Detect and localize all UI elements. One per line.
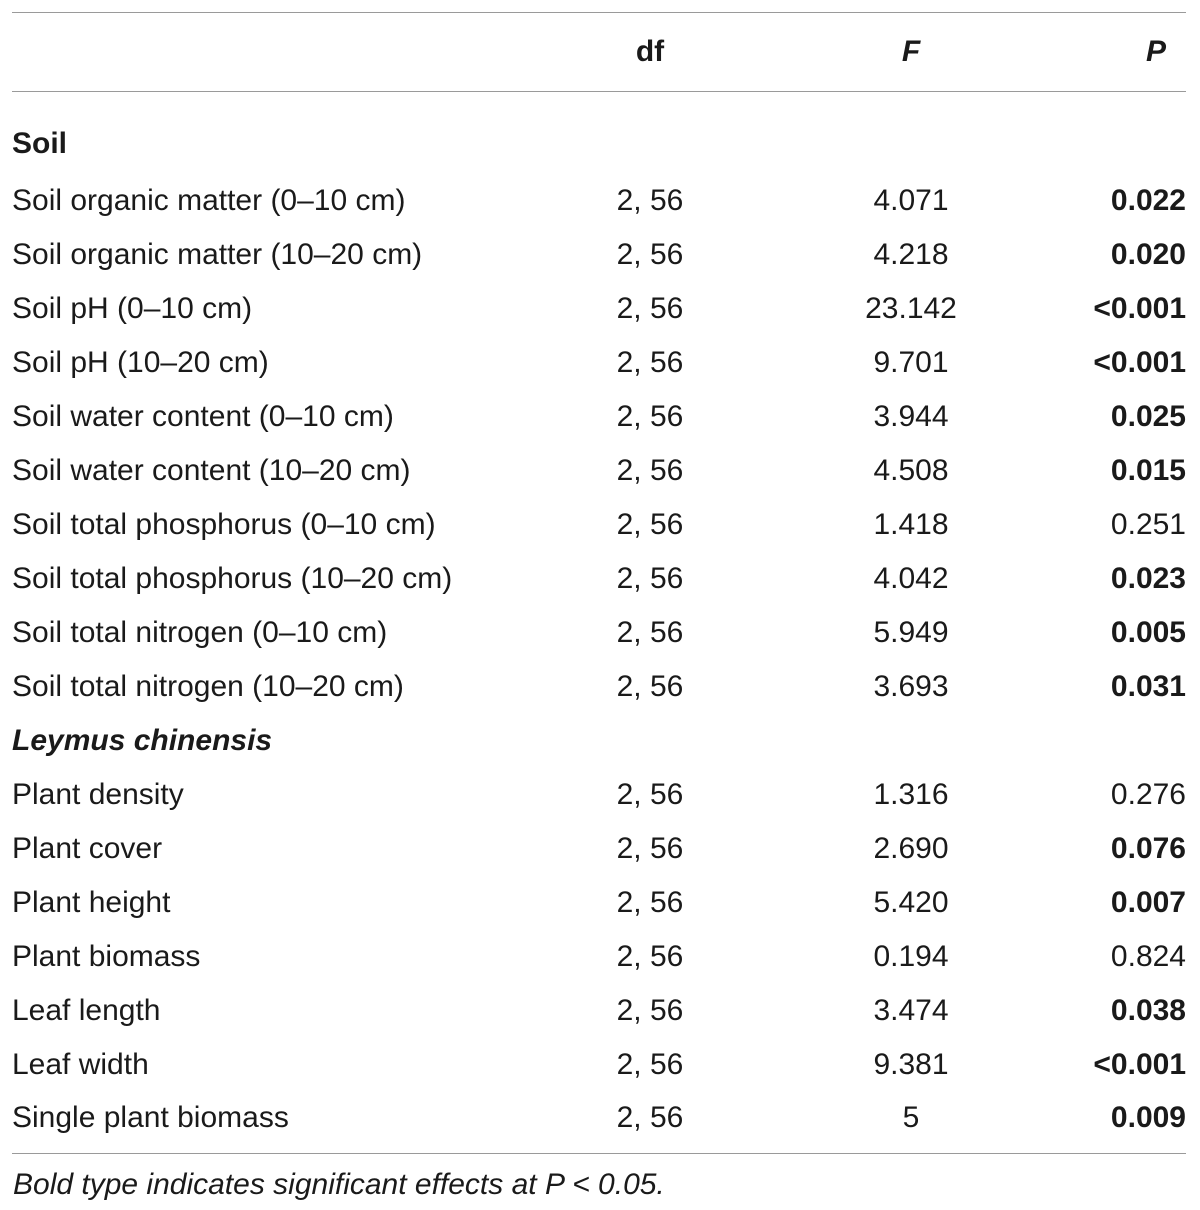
header-df: df <box>572 13 728 92</box>
table-row <box>12 336 1186 390</box>
cell-f-value: 9.701 <box>873 345 949 379</box>
cell-f-value: 1.418 <box>873 507 949 541</box>
cell-f <box>728 768 966 822</box>
cell-f <box>728 822 966 876</box>
cell-f-value: 2.690 <box>873 831 949 865</box>
cell-variable: Soil total nitrogen (0–10 cm) <box>12 615 388 649</box>
cell-f <box>728 444 966 498</box>
cell-f-value: 5 <box>902 1101 920 1135</box>
section-title: Leymus chinensis <box>12 723 273 757</box>
table-row <box>12 984 1186 1038</box>
cell-df: 2, 56 <box>616 1047 684 1081</box>
cell-f <box>728 498 966 552</box>
table-footer <box>12 1154 1186 1204</box>
cell-df: 2, 56 <box>616 345 684 379</box>
cell-p: 0.276 <box>1110 777 1186 811</box>
table-row <box>12 768 1186 822</box>
anova-table-container <box>12 12 1186 1203</box>
cell-p: 0.022 <box>1110 183 1186 217</box>
cell-p: <0.001 <box>1093 345 1186 379</box>
header-p <box>966 13 1186 92</box>
cell-variable: Soil organic matter (10–20 cm) <box>12 237 423 271</box>
cell-f <box>728 930 966 984</box>
cell-f-value: 23.142 <box>865 291 957 325</box>
table-row <box>12 660 1186 714</box>
cell-df: 2, 56 <box>616 183 684 217</box>
cell-p: 0.031 <box>1110 669 1186 703</box>
cell-df: 2, 56 <box>616 885 684 919</box>
cell-f-value: 4.042 <box>873 561 949 595</box>
table-row <box>12 606 1186 660</box>
cell-variable: Plant density <box>12 777 184 811</box>
cell-df: 2, 56 <box>616 507 684 541</box>
cell-f-value: 4.508 <box>873 453 949 487</box>
header-f-label: F <box>901 35 921 68</box>
table-row <box>12 1092 1186 1154</box>
cell-variable: Soil pH (10–20 cm) <box>12 345 269 379</box>
cell-f-value: 3.693 <box>873 669 949 703</box>
cell-f-value: 1.316 <box>873 777 949 811</box>
cell-p: 0.251 <box>1110 507 1186 541</box>
cell-variable: Plant height <box>12 885 171 919</box>
cell-f-value: 3.474 <box>873 993 949 1027</box>
cell-f <box>728 174 966 228</box>
cell-p: 0.023 <box>1110 561 1186 595</box>
cell-f <box>728 336 966 390</box>
cell-f <box>728 606 966 660</box>
table-row <box>12 282 1186 336</box>
cell-f-value: 4.218 <box>873 237 949 271</box>
cell-p: 0.015 <box>1110 453 1186 487</box>
cell-df: 2, 56 <box>616 939 684 973</box>
cell-f-value: 0.194 <box>873 939 949 973</box>
cell-f <box>728 228 966 282</box>
cell-df: 2, 56 <box>616 777 684 811</box>
anova-table <box>12 12 1186 1203</box>
cell-p: <0.001 <box>1093 291 1186 325</box>
table-header <box>12 13 1186 92</box>
cell-df: 2, 56 <box>616 399 684 433</box>
table-row <box>12 552 1186 606</box>
cell-p: 0.824 <box>1110 939 1186 973</box>
cell-variable: Leaf length <box>12 993 161 1027</box>
cell-p: 0.025 <box>1110 399 1186 433</box>
cell-variable: Soil organic matter (0–10 cm) <box>12 183 406 217</box>
table-row <box>12 228 1186 282</box>
table-row <box>12 1038 1186 1092</box>
footnote-row <box>12 1154 1186 1204</box>
cell-variable: Soil total nitrogen (10–20 cm) <box>12 669 404 703</box>
cell-f <box>728 390 966 444</box>
footnote: Bold type indicates significant effects at P < 0.05. <box>12 1154 1186 1204</box>
header-p-label: P <box>1145 35 1166 68</box>
cell-df: 2, 56 <box>616 561 684 595</box>
cell-f <box>728 1038 966 1092</box>
table-row <box>12 390 1186 444</box>
cell-f-value: 5.420 <box>873 885 949 919</box>
cell-f <box>728 984 966 1038</box>
cell-f <box>728 552 966 606</box>
table-row <box>12 822 1186 876</box>
cell-df: 2, 56 <box>616 993 684 1027</box>
cell-f-value: 9.381 <box>873 1047 949 1081</box>
cell-f-value: 5.949 <box>873 615 949 649</box>
cell-p: 0.076 <box>1110 831 1186 865</box>
cell-df: 2, 56 <box>616 831 684 865</box>
table-row <box>12 444 1186 498</box>
cell-df: 2, 56 <box>616 453 684 487</box>
cell-f <box>728 1092 966 1154</box>
cell-variable: Soil total phosphorus (0–10 cm) <box>12 507 436 541</box>
cell-p: 0.038 <box>1110 993 1186 1027</box>
header-f <box>728 13 966 92</box>
cell-p: 0.007 <box>1110 885 1186 919</box>
cell-df: 2, 56 <box>616 1101 684 1135</box>
cell-df: 2, 56 <box>616 669 684 703</box>
cell-p: 0.005 <box>1110 615 1186 649</box>
cell-p: <0.001 <box>1093 1047 1186 1081</box>
cell-p: 0.009 <box>1110 1101 1186 1135</box>
cell-df: 2, 56 <box>616 237 684 271</box>
cell-df: 2, 56 <box>616 615 684 649</box>
cell-f <box>728 282 966 336</box>
cell-variable: Plant cover <box>12 831 163 865</box>
cell-variable: Soil water content (10–20 cm) <box>12 453 411 487</box>
header-variable <box>12 13 572 92</box>
cell-f-value: 3.944 <box>873 399 949 433</box>
table-row <box>12 930 1186 984</box>
table-row <box>12 498 1186 552</box>
table-body <box>12 92 1186 1154</box>
section-row <box>12 92 1186 174</box>
section-row <box>12 714 1186 768</box>
cell-variable: Soil total phosphorus (10–20 cm) <box>12 561 453 595</box>
cell-variable: Plant biomass <box>12 939 201 973</box>
cell-f-value: 4.071 <box>873 183 949 217</box>
table-row <box>12 174 1186 228</box>
cell-p: 0.020 <box>1110 237 1186 271</box>
cell-variable: Single plant biomass <box>12 1101 289 1135</box>
cell-variable: Soil pH (0–10 cm) <box>12 291 253 325</box>
cell-f <box>728 660 966 714</box>
cell-variable: Soil water content (0–10 cm) <box>12 399 394 433</box>
cell-f <box>728 876 966 930</box>
cell-df: 2, 56 <box>616 291 684 325</box>
cell-variable: Leaf width <box>12 1047 149 1081</box>
table-row <box>12 876 1186 930</box>
section-title: Soil <box>12 126 68 160</box>
header-row <box>12 13 1186 92</box>
